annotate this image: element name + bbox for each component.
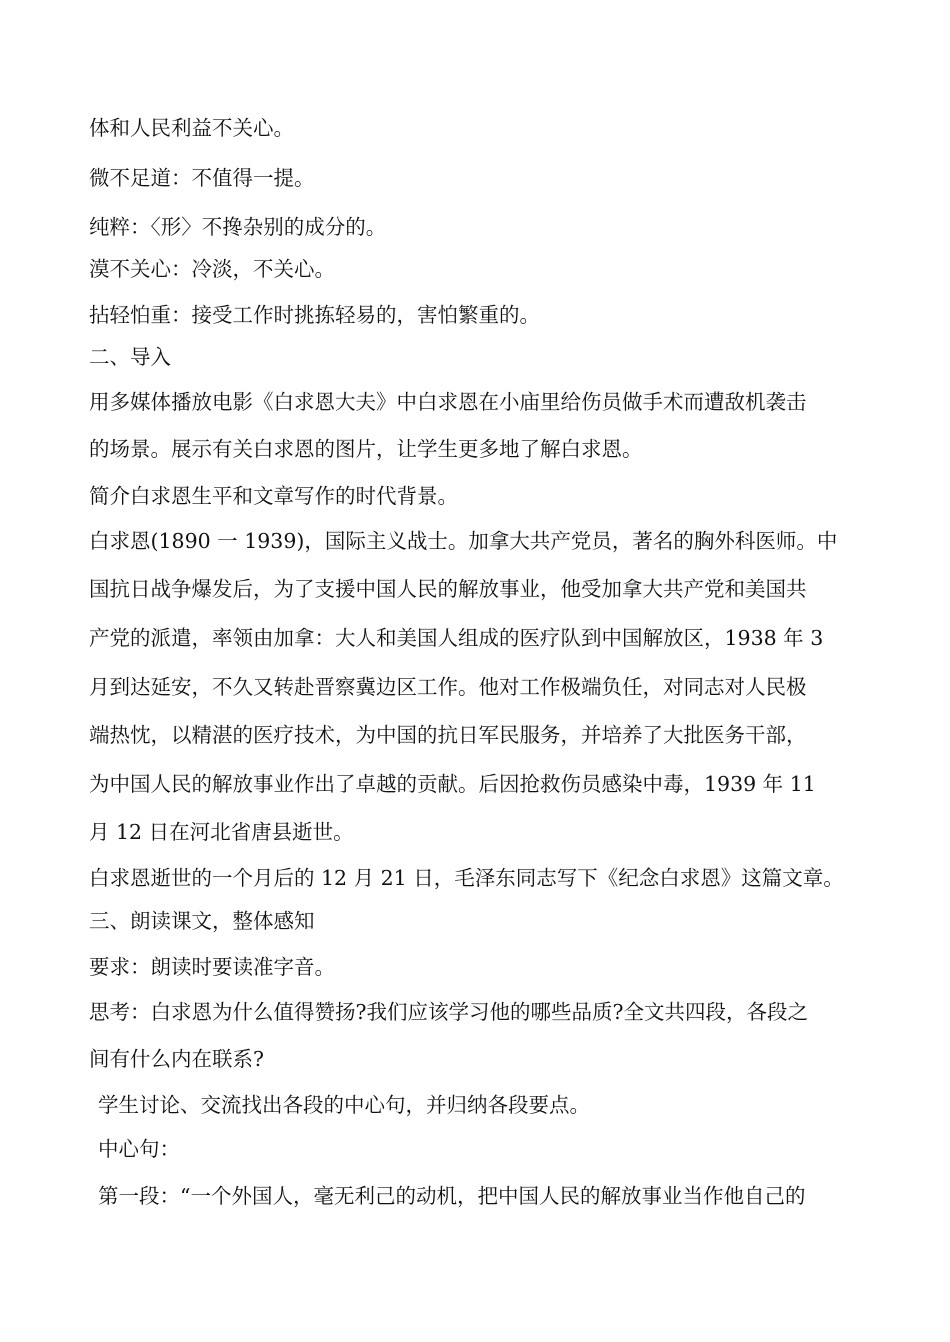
text-line: 白求恩逝世的一个月后的 12 月 21 日，毛泽东同志写下《纪念白求恩》这篇文章。 xyxy=(89,866,844,890)
text-line: 端热忱，以精湛的医疗技术，为中国的抗日军民服务，并培养了大批医务干部， xyxy=(89,723,807,747)
text-line: 思考：白求恩为什么值得赞扬?我们应该学习他的哪些品质?全文共四段，各段之 xyxy=(89,1000,808,1024)
text-line: 拈轻怕重：接受工作时挑拣轻易的，害怕繁重的。 xyxy=(89,303,540,327)
text-line: 中心句： xyxy=(98,1137,180,1161)
text-line: 要求：朗读时要读准字音。 xyxy=(89,955,335,979)
text-line: 第一段：“一个外国人，毫无利己的动机，把中国人民的解放事业当作他自己的 xyxy=(98,1184,806,1208)
text-line: 体和人民利益不关心。 xyxy=(89,116,294,140)
text-line: 白求恩(1890 一 1939)，国际主义战士。加拿大共产党员，著名的胸外科医师。中 xyxy=(89,529,838,553)
text-line: 间有什么内在联系? xyxy=(89,1047,264,1071)
text-line: 微不足道：不值得一提。 xyxy=(89,166,315,190)
text-line: 为中国人民的解放事业作出了卓越的贡献。后因抢救伤员感染中毒，1939 年 11 xyxy=(89,772,816,796)
text-line: 月 12 日在河北省唐县逝世。 xyxy=(89,820,354,844)
text-line: 学生讨论、交流找出各段的中心句，并归纳各段要点。 xyxy=(98,1093,590,1117)
text-line: 产党的派遣，率领由加拿：大人和美国人组成的医疗队到中国解放区，1938 年 3 xyxy=(89,626,824,650)
text-line: 的场景。展示有关白求恩的图片，让学生更多地了解白求恩。 xyxy=(89,437,643,461)
text-line: 用多媒体播放电影《白求恩大夫》中白求恩在小庙里给伤员做手术而遭敌机袭击 xyxy=(89,390,807,414)
text-line: 纯粹：〈形〉不搀杂别的成分的。 xyxy=(89,215,387,239)
section-heading: 三、朗读课文，整体感知 xyxy=(89,909,315,933)
text-line: 国抗日战争爆发后，为了支援中国人民的解放事业，他受加拿大共产党和美国共 xyxy=(89,577,807,601)
text-line: 漠不关心：冷淡，不关心。 xyxy=(89,257,335,281)
text-line: 简介白求恩生平和文章写作的时代背景。 xyxy=(89,484,458,508)
section-heading: 二、导入 xyxy=(89,345,171,369)
text-line: 月到达延安，不久又转赴晋察冀边区工作。他对工作极端负任，对同志对人民极 xyxy=(89,675,807,699)
